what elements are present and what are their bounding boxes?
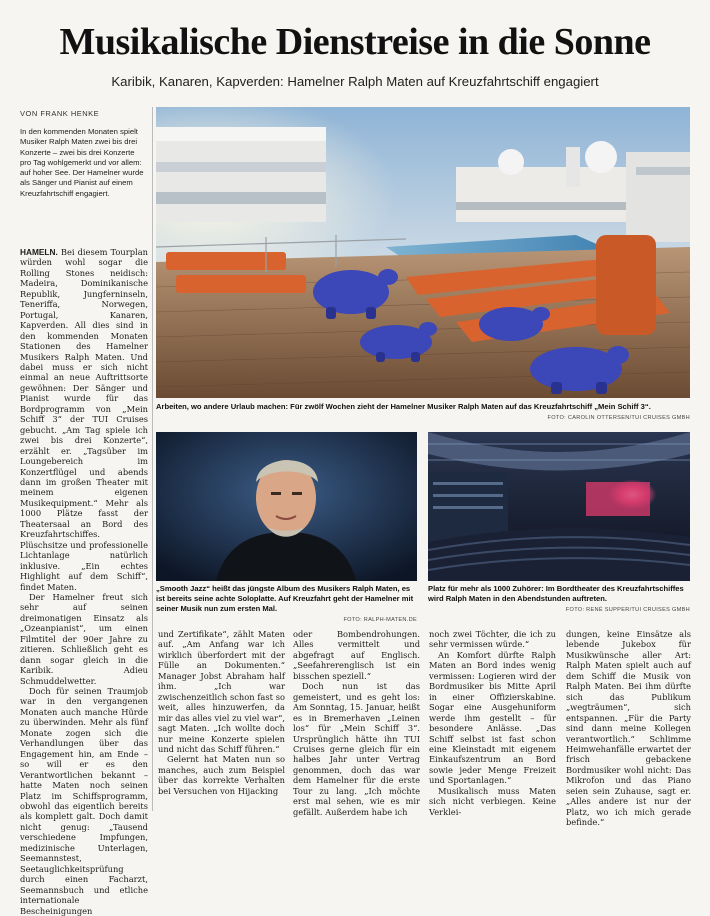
headline: Musikalische Dienstreise in die Sonne: [59, 21, 651, 63]
portrait-illustration: [156, 432, 417, 581]
column-divider: [152, 107, 153, 811]
theater-illustration: [428, 432, 690, 581]
theater-caption: Platz für mehr als 1000 Zuhörer: Im Bordtheater des Kreuzfahrtschiffes wird Ralph Maten in den Abendstunden auftreten.: [428, 584, 684, 603]
article-column-4: [429, 629, 556, 817]
article-column-2: [158, 629, 285, 796]
theater-photo: [428, 432, 690, 581]
intro-teaser: In den kommenden Monaten spielt Musiker Ralph Maten zwei bis drei Konzerte – zwei bis drei Konzerte pro Tag wohlgemerkt und vor allem: auf hoher See. Der Hamelner wurde als Sänger und Pianist auf einem Kreuzfahrtschiff engagiert.: [20, 127, 144, 198]
portrait-credit: FOTO: RALPH-MATEN.DE: [343, 617, 417, 623]
main-photo-caption: Arbeiten, wo andere Urlaub machen: Für zwölf Wochen zieht der Hamelner Musiker Ralph Maten auf das Kreuzfahrtschiff „Mein Schiff 3“.: [156, 402, 651, 411]
paragraph: An Komfort dürfte Ralph Maten an Bord indes wenig vermissen: Logieren wird der Bordmusiker bis Mitte April in einer Offizierskabine. Sogar eine Ausgehuniform werde ihm gestellt – für besondere Anlässe. „Das Schiff selbst ist fast schon eine Kleinstadt mit eigenem Einkaufszentrum an Bord sowie jeder Menge Freizeit und Sportanlagen.“: [429, 649, 556, 786]
article-column-3: [293, 629, 420, 817]
paragraph: und Zertifikate“, zählt Maten auf. „Am Anfang war ich wirklich überfordert mit der Fülle an Dokumenten.“ Manager Jobst Abraham half ihm. „Ich war zwischenzeitlich schon fast so weit, alles hinzuwerfen, da mir das alles viel zu viel war“, sagt Maten. „Ich wollte doch nur meine Konzerte spielen und nicht das Schiff führen.“: [158, 629, 285, 754]
paragraph: oder Bombendrohungen. Alles vermittelt und abgefragt auf Englisch. „Seefahrerenglisch ist ein bisschen speziell.“: [293, 629, 420, 681]
portrait-caption: „Smooth Jazz“ heißt das jüngste Album des Musikers Ralph Maten, es ist bereits seine achte Soloplatte. Auf Kreuzfahrt geht der Hamelner mit seiner Musik nun zum ersten Mal.: [156, 584, 414, 613]
paragraph: Doch für seinen Traumjob war in den vergangenen Monaten auch manche Hürde zu überwinden. Mehr als fünf Monate zogen sich die Verhandlungen über das Engagement hin, am Ende – so will er es den Verantwortlichen bekannt – hatte Maten noch seinen Platz im Schiffsprogramm, obwohl das eigentlich bereits als komplett galt. Doch damit nicht genug: „Tausend verschiedene Impfungen, medizinische Unterlagen, Seemannstest, Seetauglichkeitsprüfung durch einen Facharzt, Seemannsbuch und etliche internationale Bescheinigungen: [20, 686, 148, 916]
paragraph: dungen, keine Einsätze als lebende Jukebox für Musikwünsche aller Art: Ralph Maten spielt auch auf dem Schiff die Musik von Ralph Maten. Bei ihm dürfte sich das Publikum „wegträumen“, sich entspannen. „Für die Party sind dann meine Kollegen verantwortlich.“ Schlimme Heimwehanfälle erwartet der frisch gebackene Bordmusiker wohl nicht: Das Mikrofon und das Piano seien sein Zuhause, sagt er. „Alles andere ist nur der Platz, wo ich mich gerade befinde.“: [566, 629, 691, 828]
paragraph: Der Hamelner freut sich sehr auf seinen dreimonatigen Einsatz als „Ozeanpianist“, um einen Filmtitel der 90er Jahre zu zitieren. Schließlich geht es dann sogar gleich in die Karibik. Adieu Schmuddelwetter.: [20, 591, 148, 686]
paragraph: Doch nun ist das gemeistert, und es geht los: Am Sonntag, 15. Januar, heißt es in Bremerhaven „Leinen los“ für „Mein Schiff 3“. Ursprünglich hätte ihn TUI Cruises gerne gleich für ein halbes Jahr unter Vertrag genommen, doch das war dem Hamelner für die erste Tour zu lang. „Ich möchte erst mal sehen, wie es mir gefällt. Außerdem habe ich: [293, 681, 420, 817]
main-photo-credit: FOTO: CAROLIN OTTERSEN/TUI CRUISES GMBH: [547, 415, 690, 421]
portrait-photo: [156, 432, 417, 581]
article-column-1: [20, 247, 148, 916]
paragraph-text: Bei diesem Tourplan würden wohl sogar die Rolling Stones neidisch: Madeira, Dominikanische Republik, Jungferninseln, Teneriffa, Norwegen, Portugal, Kanaren, Kapverden. All dies sind in den kommenden Monaten Stationen des Hamelner Musikers Ralph Maten. Und dabei muss er sich nicht einmal an neue Auftrittsorte gewöhnen: Der Sänger und Pianist wurde für das Bordprogramm von „Mein Schiff 3“ der TUI Cruises gebucht. „Am Tag spiele ich zwei bis drei Konzerte“, erzählt er. „Tagsüber im Loungebereich im Konzertflügel und abends dann im großen Theater mit meinem eigenen Musikequipment.“ Mehr als 1000 Plätze fasst der Theatersaal an Bord des Kreuzfahrtschiffes. Plüschsitze und professionelle Lichtanlage natürlich inklusive. „Ein echtes Highlight auf dem Schiff“, findet Maten.: [20, 247, 148, 592]
paragraph: Gelernt hat Maten nun so manches, auch zum Beispiel über das korrekte Verhalten bei Versuchen von Hijacking: [158, 754, 285, 796]
main-photo-pool-deck: [156, 107, 690, 398]
paragraph: Musikalisch muss Maten sich nicht verbiegen. Keine Verklei-: [429, 785, 556, 817]
pool-deck-illustration: [156, 107, 690, 398]
paragraph: noch zwei Töchter, die ich zu sehr vermissen würde.“: [429, 629, 556, 650]
article-column-5: [566, 629, 691, 828]
paragraph: [20, 247, 148, 592]
subheadline: Karibik, Kanaren, Kapverden: Hamelner Ralph Maten auf Kreuzfahrtschiff engagiert: [111, 74, 599, 89]
theater-credit: FOTO: RENÉ SUPPER/TUI CRUISES GMBH: [565, 607, 690, 613]
dateline: HAMELN.: [20, 247, 58, 257]
byline: VON FRANK HENKE: [20, 109, 100, 118]
